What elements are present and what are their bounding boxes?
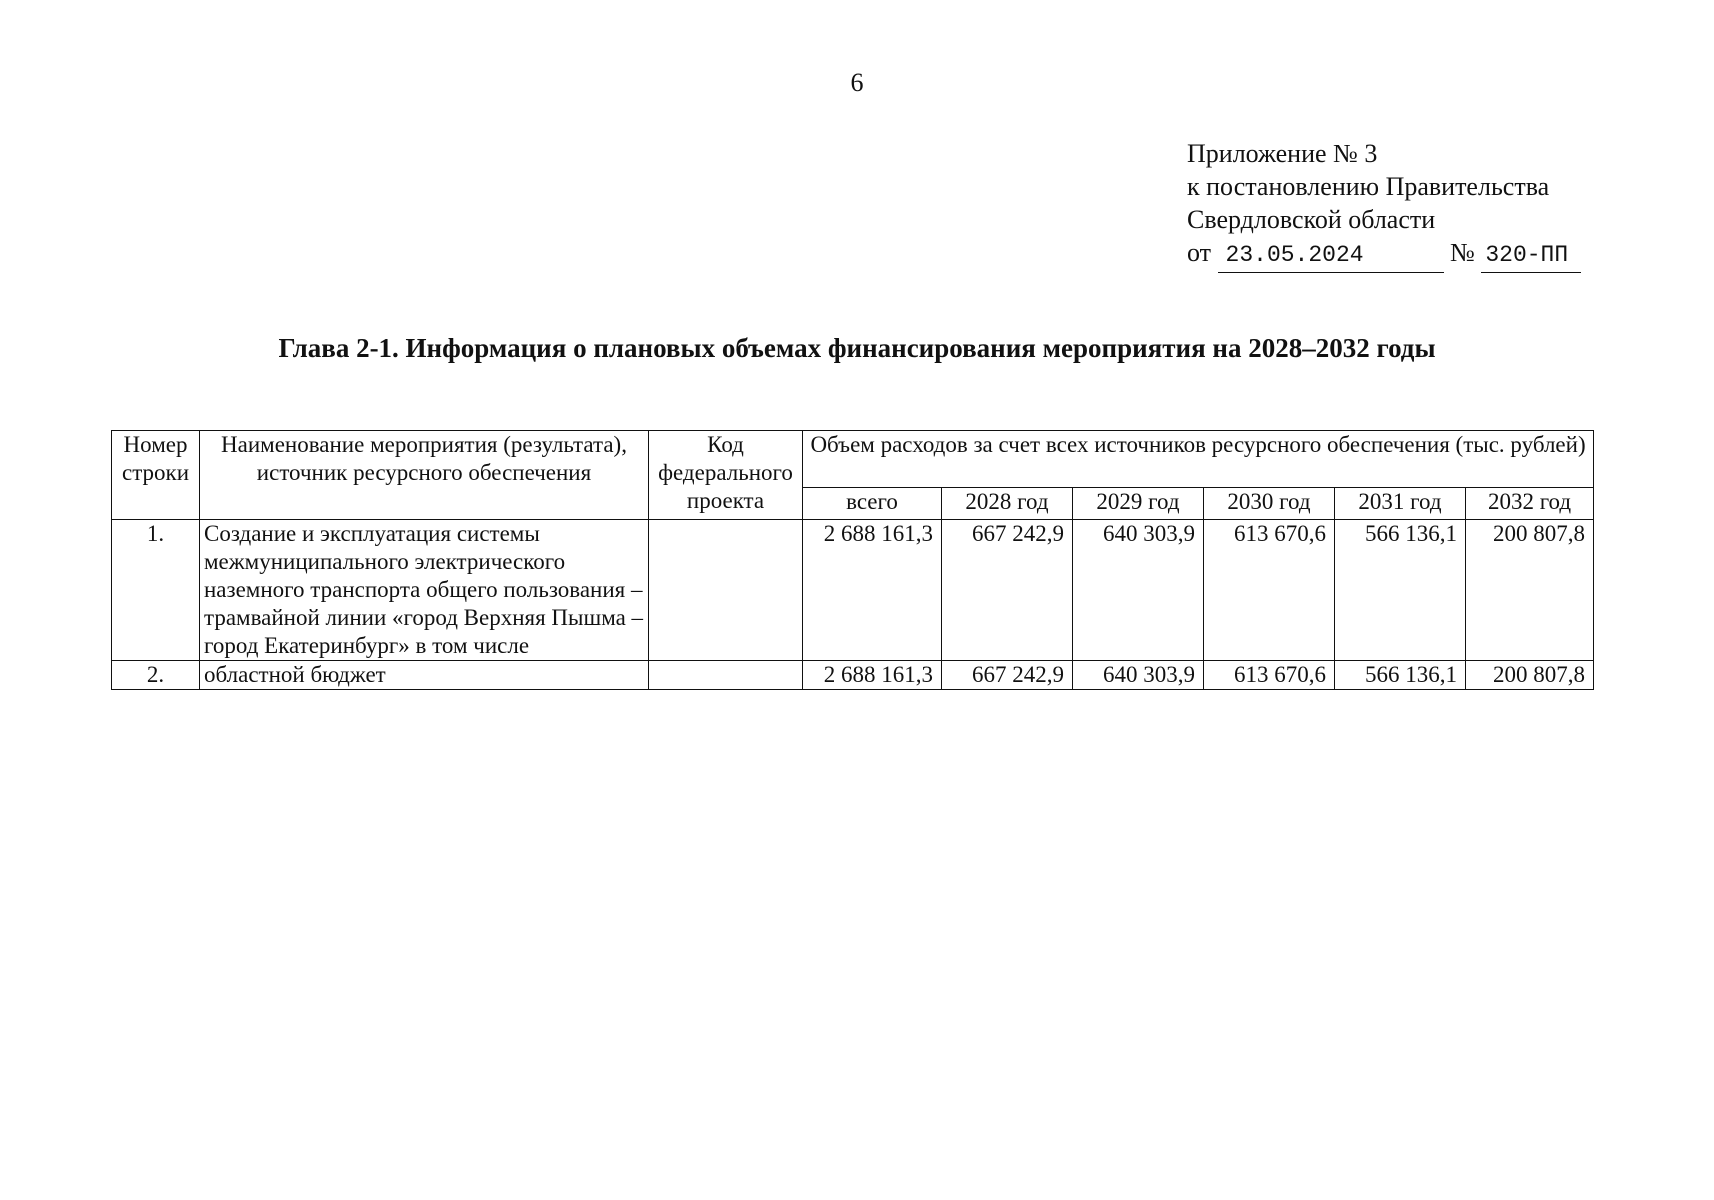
table-row — [112, 661, 1594, 690]
appendix-region-line: Свердловской области — [1187, 205, 1436, 234]
row-2029: 640 303,9 — [1073, 520, 1204, 661]
header-expenses: Объем расходов за счет всех источников ресурсного обеспечения (тыс. рублей) — [803, 431, 1594, 488]
header-name: Наименование мероприятия (результата), источник ресурсного обеспечения — [200, 431, 649, 520]
row-total: 2 688 161,3 — [803, 520, 942, 661]
number-prefix: № — [1450, 238, 1475, 267]
appendix-date-line — [1187, 236, 1581, 273]
row-2030: 613 670,6 — [1204, 661, 1335, 690]
row-code — [649, 520, 803, 661]
header-code: Код федерального проекта — [649, 431, 803, 520]
row-2032: 200 807,8 — [1466, 520, 1594, 661]
appendix-resolution-line: к постановлению Правительства — [1187, 172, 1550, 201]
document-number: 320-ПП — [1481, 239, 1581, 273]
table-row — [112, 520, 1594, 661]
row-2031: 566 136,1 — [1335, 661, 1466, 690]
financing-table — [111, 430, 1594, 690]
row-2030: 613 670,6 — [1204, 520, 1335, 661]
appendix-title: Приложение № 3 — [1187, 139, 1378, 168]
chapter-heading: Глава 2-1. Информация о плановых объемах финансирования мероприятия на 2028–2032 годы — [278, 333, 1436, 363]
page-number: 6 — [850, 68, 864, 97]
row-number: 2. — [112, 661, 200, 690]
document-date: 23.05.2024 — [1218, 239, 1444, 273]
row-2031: 566 136,1 — [1335, 520, 1466, 661]
row-code — [649, 661, 803, 690]
row-number: 1. — [112, 520, 200, 661]
header-2031: 2031 год — [1335, 488, 1466, 520]
appendix-block — [1187, 137, 1581, 273]
row-name: Создание и эксплуатация системы межмуниципального электрического наземного транспорта общего пользования – трамвайной линии «город Верхняя Пышма – город Екатеринбург» в том числе — [200, 520, 649, 661]
header-2029: 2029 год — [1073, 488, 1204, 520]
row-total: 2 688 161,3 — [803, 661, 942, 690]
header-total: всего — [803, 488, 942, 520]
date-prefix: от — [1187, 238, 1212, 267]
row-2032: 200 807,8 — [1466, 661, 1594, 690]
row-2028: 667 242,9 — [942, 661, 1073, 690]
row-name: областной бюджет — [200, 661, 649, 690]
header-2028: 2028 год — [942, 488, 1073, 520]
header-2032: 2032 год — [1466, 488, 1594, 520]
header-2030: 2030 год — [1204, 488, 1335, 520]
row-2029: 640 303,9 — [1073, 661, 1204, 690]
row-2028: 667 242,9 — [942, 520, 1073, 661]
header-row-number: Номер строки — [112, 431, 200, 520]
